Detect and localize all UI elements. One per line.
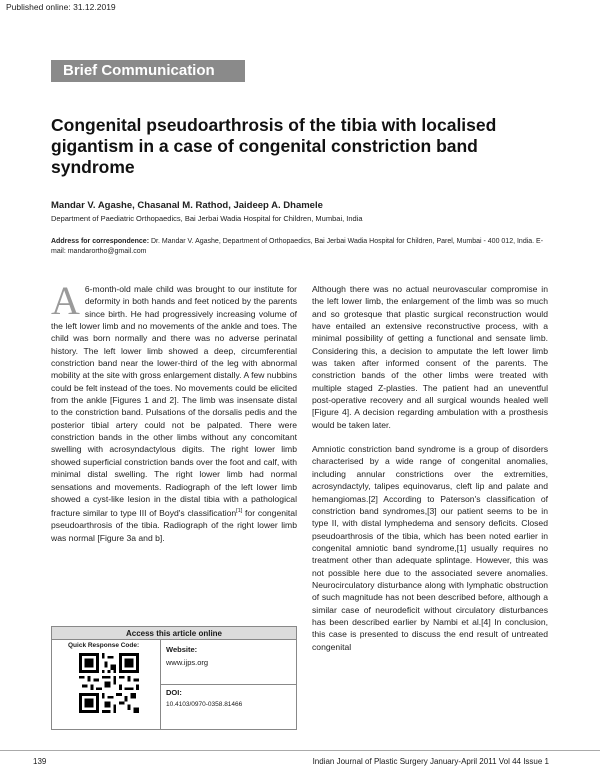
doi-link[interactable]: 10.4103/0970-0358.81466 (166, 701, 243, 708)
article-title: Congenital pseudoarthrosis of the tibia with localised gigantism in a case of congenital constriction band syndrome (51, 115, 497, 177)
qr-label: Quick Response Code: (68, 642, 140, 649)
published-date: Published online: 31.12.2019 (6, 2, 116, 12)
page-number: 139 (33, 757, 47, 766)
access-divider-vertical (160, 640, 161, 730)
right-paragraph-2: Amniotic constriction band syndrome is a group of disorders characterised by a wide range of congenital anomalies, including annular constrictions over the extremities, acrosyndactyly, talipes equinovarus, cleft lip and palate and hemangiomas.[2] According to Paterson's classification of constriction band syndromes,[3] our patient seems to be in type II, with distal lymphedema and sensory deficits. Closed pseudoarthrosis of the tibia, which has been noted earlier in congenital amniotic band syndrome,[1] usually requires no treatment other than adequate splintage. However, this was not possible here due to the associated severe anomalies. Neurocirculatory disturbance along with lymphatic obstruction of such magnitude has not been described before, although a similar case of neurodeficit without circulatory disturbances has been described earlier by Nambi et al.[4] In conclusion, this case is presented to discuss the end result of untreated congenital (312, 444, 548, 652)
correspondence (51, 237, 551, 257)
website-link[interactable]: www.ijps.org (166, 658, 209, 667)
doi-label: DOI: (166, 688, 182, 697)
authors: Mandar V. Agashe, Chasanal M. Rathod, Jaideep A. Dhamele (51, 200, 323, 211)
footer-divider (0, 750, 600, 751)
left-column (51, 278, 297, 544)
right-column (312, 283, 548, 653)
reference-marker[interactable]: [1] (236, 508, 243, 515)
left-paragraph: 6-month-old male child was brought to our institute for deformity in both hands and feet noticed by the parents since birth. He had progressively increasing volume of the left lower limb and no movements of the ankle and toes. The child was born normally and there was no adverse perinatal history. The left lower limb showed a deep, circumferential constriction band near the lower-third of the leg with abnormal mobility at the site with gross enlargement distally. A few nubbins could be felt instead of the toes. No movements could be elicited from the ankle [Figures 1 and 2]. The limb was insensate distal to the constriction band. Pulsations of the dorsalis pedis and the posterior tibial artery could not be palpated. There were constriction bands in the other limbs without any concomitant swelling with acrosyndactylous digits. The right lower limb showed superficial constriction bands over the foot and calf, with minimal distal swelling. The right lower limb had normal sensations and movements. Radiograph of the left lower limb showed a cyst-like lesion in the distal tibia with a pathological fracture similar to type III of Boyd's classification (51, 284, 297, 519)
access-header: Access this article online (51, 626, 297, 640)
website-label: Website: (166, 645, 198, 654)
section-label: Brief Communication (51, 60, 245, 82)
right-paragraph-1: Although there was no actual neurovascular compromise in the left lower limb, the enlargement of the limb was so much and so grotesque that plastic surgical reconstruction would have entailed an extensive reconstructive process, with a minimal possibility of getting a functional and sensate limb. Considering this, a decision to amputate the left lower limb was taken after informed consent of the parents. The constriction bands of the other limbs were treated with multiple staged Z-plasties. The patient had an uneventful post-operative recovery and all surgical wounds healed well [Figure 4]. A decision regarding ambulation with a prosthesis would be taken later. (312, 284, 548, 430)
access-divider-horizontal (160, 684, 297, 685)
left-paragraph-end: for congenital pseudoarthrosis of the tibia. Radiograph of the right lower limb was normal [Figure 3a and b]. (51, 508, 297, 543)
correspondence-label: Address for correspondence: (51, 238, 150, 245)
correspondence-text: Dr. Mandar V. Agashe, Department of Orthopaedics, Bai Jerbai Wadia Hospital for Children, Parel, Mumbai - 400 012, India. E-mail: mandarortho@gmail.com (51, 238, 544, 255)
journal-citation: Indian Journal of Plastic Surgery January-April 2011 Vol 44 Issue 1 (312, 757, 549, 766)
affiliation: Department of Paediatric Orthopaedics, Bai Jerbai Wadia Hospital for Children, Mumbai, India (51, 214, 363, 223)
qr-code-icon[interactable] (79, 653, 139, 713)
drop-cap: A (51, 278, 80, 323)
